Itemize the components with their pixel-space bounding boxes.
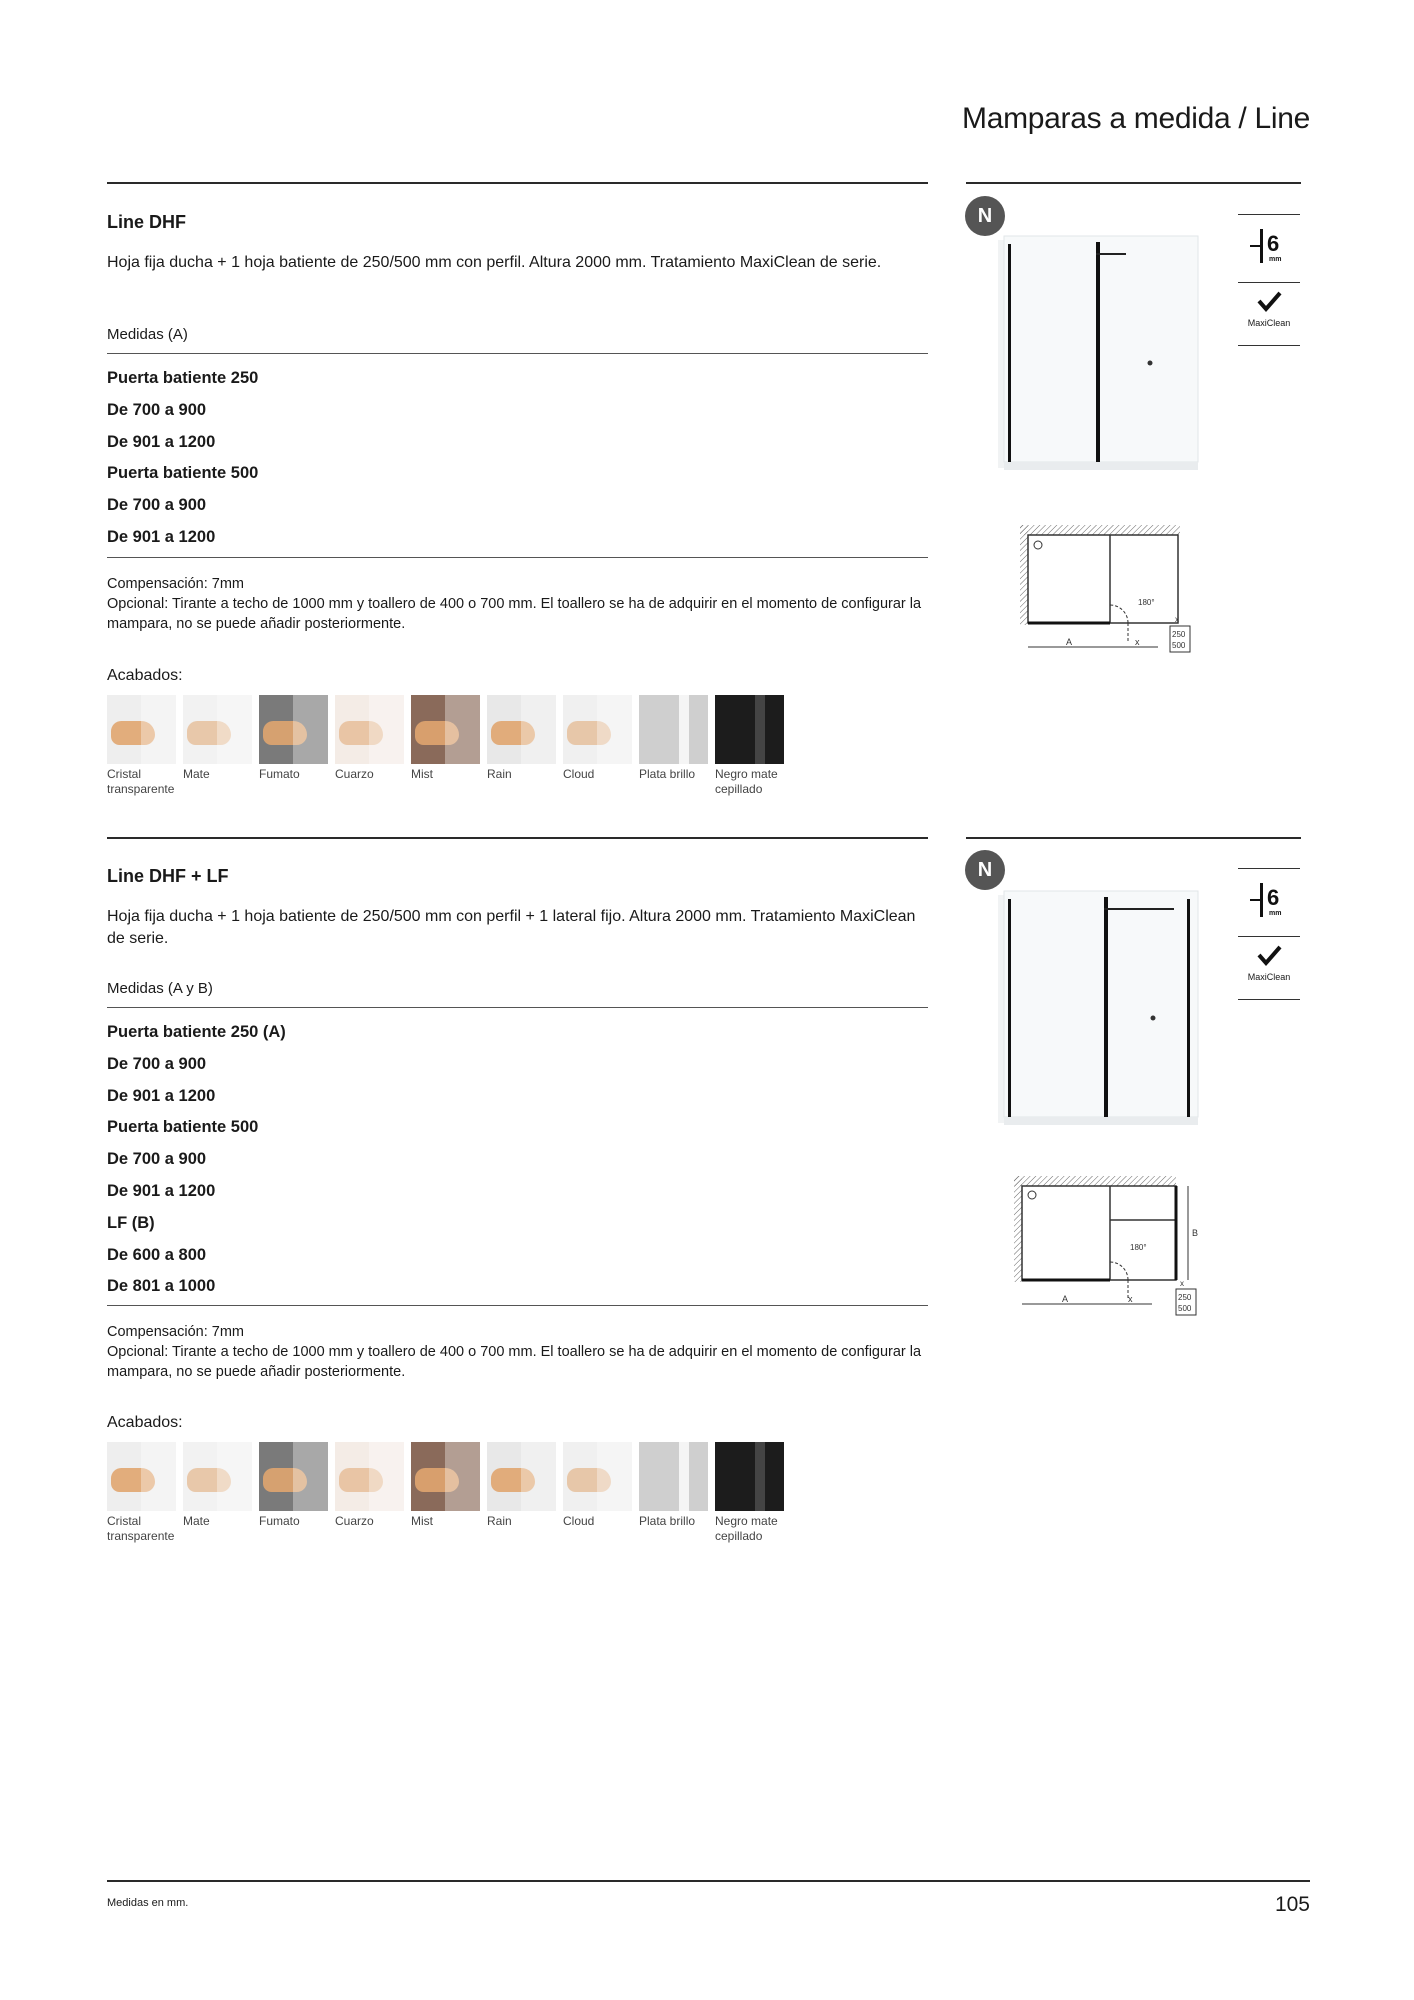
sizes-list [107,1017,286,1303]
floor-plan-diagram [1004,1168,1204,1318]
size-item: De 700 a 900 [107,1054,207,1073]
glass-sheen [293,695,328,764]
svg-text:A: A [1062,1294,1069,1304]
size-item: De 901 a 1200 [107,1086,216,1105]
thickness-icon-box [1238,214,1300,346]
thickness-icon-box [1238,868,1300,1000]
finish-swatch-rain: Rain [487,695,556,797]
finish-swatch-cloud: Cloud [563,695,632,797]
sizes-list [107,363,258,554]
glass-thickness-icon [1238,215,1300,277]
page-number: 105 [1274,1893,1310,1916]
glass-sheen [217,1442,252,1511]
new-badge: N [965,850,1005,890]
finish-swatches [107,695,791,797]
finish-swatch-rain: Rain [487,1442,556,1544]
size-item: De 901 a 1200 [107,527,216,546]
divider [107,353,928,354]
product-description: Hoja fija ducha + 1 hoja batiente de 250/500 mm con perfil + 1 lateral fijo. Altura 2000 mm. Tratamiento MaxiClean de serie. [107,908,916,947]
section-divider [107,837,928,839]
svg-text:x: x [1135,637,1140,647]
section-divider [966,837,1301,839]
glass-sheen [217,695,252,764]
finish-swatch-plata-brillo: Plata brillo [639,1442,708,1544]
glass-sheen [521,695,556,764]
glass-thickness-icon [1238,869,1300,931]
shower-product-photo [990,885,1210,1135]
glass-sheen [369,1442,404,1511]
size-item: Puerta batiente 250 [107,369,259,387]
profile-bar [679,695,689,764]
product-title: Line DHF + LF [107,866,229,886]
finish-swatch-mate: Mate [183,695,252,797]
finish-swatch-mate: Mate [183,1442,252,1544]
glass-sheen [445,1442,480,1511]
svg-text:x: x [1180,1279,1184,1288]
maxiclean-label: MaxiClean [1247,972,1291,982]
glass-sheen [141,1442,176,1511]
svg-text:A: A [1066,637,1073,647]
floor-plan-diagram [1010,515,1200,665]
product-description: Hoja fija ducha + 1 hoja batiente de 250/500 mm con perfil. Altura 2000 mm. Tratamiento MaxiClean de serie. [107,254,882,271]
size-item: De 700 a 900 [107,496,207,515]
size-item: De 901 a 1200 [107,432,216,451]
svg-text:180°: 180° [1138,598,1155,607]
finish-swatch-cristal: Cristal transparente [107,1442,176,1544]
svg-text:mm: mm [1269,910,1282,917]
finish-swatch-fumato: Fumato [259,695,328,797]
finish-swatch-mist: Mist [411,1442,480,1544]
svg-text:B: B [1192,1228,1199,1238]
profile-bar [755,1442,765,1511]
svg-text:6: 6 [1267,231,1280,256]
svg-text:250: 250 [1178,1293,1192,1302]
svg-text:500: 500 [1178,1304,1192,1313]
finish-swatch-cristal: Cristal transparente [107,695,176,797]
compensation-note: Compensación: 7mm [107,576,244,592]
footer-divider [107,1880,1310,1882]
maxiclean-label: MaxiClean [1247,318,1291,328]
divider [107,557,928,558]
page-title: Mamparas a medida / Line [962,102,1310,135]
glass-sheen [521,1442,556,1511]
svg-text:250: 250 [1172,630,1186,639]
size-item: De 700 a 900 [107,400,207,419]
svg-text:500: 500 [1172,641,1186,650]
footer-note: Medidas en mm. [107,1897,189,1909]
glass-sheen [597,1442,632,1511]
svg-text:x: x [1128,1294,1133,1304]
svg-text:180°: 180° [1130,1243,1147,1252]
product-title: Line DHF [107,212,186,232]
size-item: Puerta batiente 500 [107,464,259,483]
profile-bar [755,695,765,764]
size-item: Puerta batiente 500 [107,1118,259,1137]
compensation-note: Compensación: 7mm [107,1324,244,1340]
finish-swatch-plata-brillo: Plata brillo [639,695,708,797]
size-item: LF (B) [107,1213,155,1232]
svg-text:mm: mm [1269,256,1282,263]
finish-swatch-cloud: Cloud [563,1442,632,1544]
finish-swatch-negro-mate: Negro mate cepillado [715,695,784,797]
finish-swatches [107,1442,791,1544]
acabados-label: Acabados: [107,1414,183,1431]
glass-sheen [141,695,176,764]
shower-product-photo [990,230,1210,480]
acabados-label: Acabados: [107,667,183,684]
finish-swatch-negro-mate: Negro mate cepillado [715,1442,784,1544]
maxiclean-icon [1238,937,1300,999]
optional-note: Opcional: Tirante a techo de 1000 mm y toallero de 400 o 700 mm. El toallero se ha de adquirir en el momento de configurar la mampara, no se puede añadir posteriormente. [107,1344,922,1380]
finish-swatch-mist: Mist [411,695,480,797]
maxiclean-icon [1238,283,1300,345]
finish-swatch-fumato: Fumato [259,1442,328,1544]
medidas-label: Medidas (A y B) [107,980,213,997]
glass-sheen [445,695,480,764]
section-divider [107,182,928,184]
finish-swatch-cuarzo: Cuarzo [335,1442,404,1544]
profile-bar [679,1442,689,1511]
optional-note: Opcional: Tirante a techo de 1000 mm y toallero de 400 o 700 mm. El toallero se ha de adquirir en el momento de configurar la mampara, no se puede añadir posteriormente. [107,596,922,632]
new-badge: N [965,196,1005,236]
medidas-label: Medidas (A) [107,326,188,343]
glass-sheen [597,695,632,764]
svg-text:6: 6 [1267,885,1280,910]
section-divider [966,182,1301,184]
notes [107,574,947,634]
size-item: Puerta batiente 250 (A) [107,1023,286,1041]
divider [107,1305,928,1306]
svg-text:x: x [1175,615,1179,624]
glass-sheen [369,695,404,764]
glass-sheen [293,1442,328,1511]
divider [107,1007,928,1008]
size-item: De 700 a 900 [107,1150,207,1169]
size-item: De 801 a 1000 [107,1277,216,1296]
size-item: De 600 a 800 [107,1245,207,1264]
size-item: De 901 a 1200 [107,1181,216,1200]
notes [107,1322,947,1382]
finish-swatch-cuarzo: Cuarzo [335,695,404,797]
